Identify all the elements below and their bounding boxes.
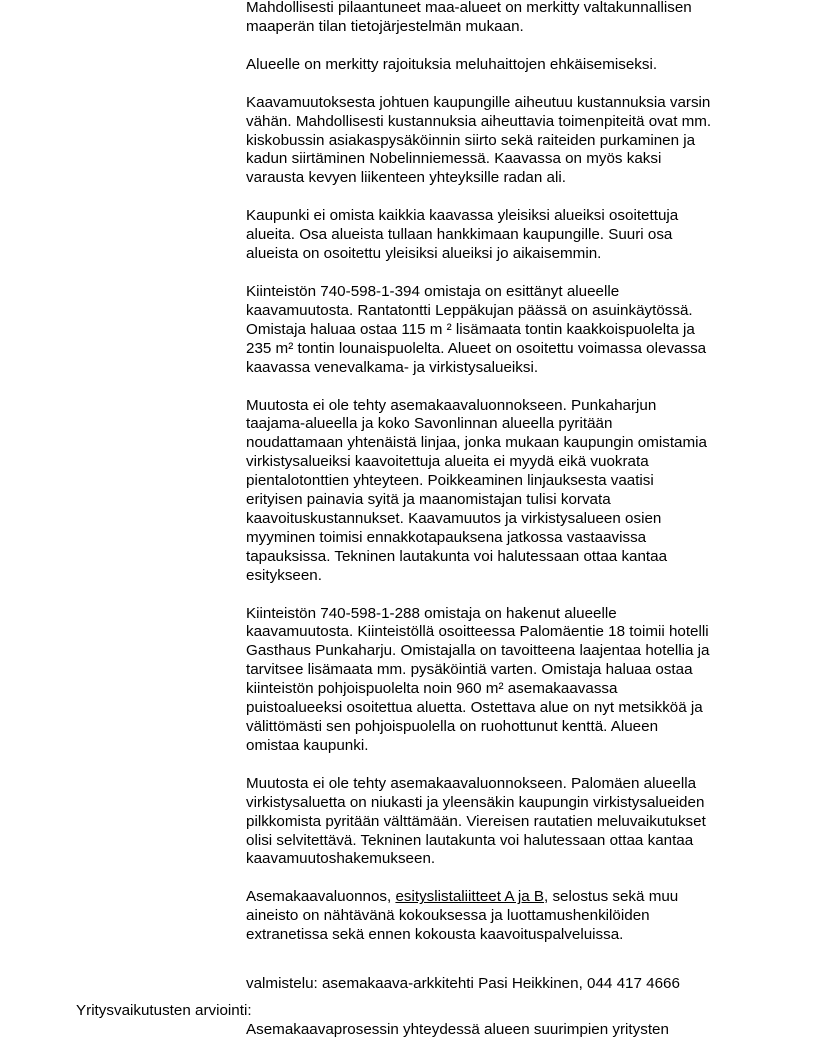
text-line: Kiinteistön 740-598-1-288 omistaja on hakenut alueelle: [246, 604, 617, 622]
text-line: Kaavamuutoksesta johtuen kaupungille aiheutuu kustannuksia varsin: [246, 93, 711, 111]
attachments-prefix-text: Asemakaavaluonnos,: [246, 888, 396, 906]
text-line: virkistysaluetta on niukasti ja yleensäkin kaupungin virkistysalueiden: [246, 793, 705, 811]
text-line: pilkkomista pyritään välttämään. Viereisen rautatien meluvaikutukset: [246, 812, 706, 830]
text-line: Asemakaavaprosessin yhteydessä alueen suurimpien yritysten: [246, 1021, 669, 1038]
text-line: noudattamaan yhtenäistä linjaa, jonka mukaan kaupungin omistamia: [246, 434, 707, 452]
paragraph-contaminated-land: [246, 0, 746, 37]
paragraph-attachments: [246, 888, 746, 945]
text-line: välittömästi sen pohjoispuolella on ruohottunut kenttä. Alueen: [246, 718, 659, 735]
text-line: Alueelle on merkitty rajoituksia meluhaittojen ehkäisemiseksi.: [246, 55, 658, 73]
text-line: Muutosta ei ole tehty asemakaavaluonnokseen. Punkaharjun: [246, 396, 657, 414]
text-line: erityisen painavia syitä ja maanomistajan tulisi korvata: [246, 491, 611, 509]
attachments-link[interactable]: esityslistaliitteet A ja B: [395, 888, 545, 906]
attachments-suffix-text: , selostus sekä muu: [544, 888, 679, 906]
text-line: esitykseen.: [246, 566, 322, 584]
text-line: puistoalueeksi osoitettua aluetta. Ostettava alue on nyt metsikköä ja: [246, 699, 703, 717]
text-line: kiskobussin asiakaspysäköinnin siirto sekä raiteiden purkaminen ja: [246, 131, 696, 149]
section-label-business-impact: Yritysvaikutusten arviointi:: [76, 1002, 252, 1019]
text-line: alueita. Osa alueista tullaan hankkimaan kaupungille. Suuri osa: [246, 226, 673, 244]
text-line: virkistysalueiksi kaavoitettuja alueita ei myydä eikä vuokrata: [246, 453, 649, 471]
text-line: varausta kevyen liikenteen yhteyksille radan ali.: [246, 169, 566, 187]
text-line: kaavamuutoshakemukseen.: [246, 850, 436, 868]
text-line: vähän. Mahdollisesti kustannuksia aiheuttavia toimenpiteitä ovat mm.: [246, 112, 712, 130]
text-line: myyminen toimisi ennakkotapauksena jatkossa vastaavissa: [246, 528, 647, 546]
text-line: maaperän tilan tietojärjestelmän mukaan.: [246, 17, 524, 35]
paragraph-property-394-response: [246, 397, 746, 586]
text-line: extranetissa sekä ennen kokousta kaavoituspalveluissa.: [246, 926, 624, 944]
text-line: pientalotonttien yhteyteen. Poikkeaminen linjauksesta vaatisi: [246, 472, 654, 490]
text-line: kaavamuutosta. Kiinteistöllä osoitteessa Palomäentie 18 toimii hotelli: [246, 623, 709, 641]
text-line: aineisto on nähtävänä kokouksessa ja luottamushenkilöiden: [246, 907, 650, 925]
text-line: tapauksissa. Tekninen lautakunta voi halutessaan ottaa kantaa: [246, 547, 668, 565]
text-line: alueista on osoitettu yleisiksi alueiksi jo aikaisemmin.: [246, 245, 602, 263]
text-line: kadun siirtäminen Nobelinniemessä. Kaavassa on myös kaksi: [246, 150, 662, 168]
paragraph-property-288-response: [246, 775, 746, 870]
paragraph-land-ownership: [246, 207, 746, 264]
text-line: 235 m² tontin lounaispuolelta. Alueet on osoitettu voimassa olevassa: [246, 339, 707, 357]
preparer-line: valmistelu: asemakaava-arkkitehti Pasi Heikkinen, 044 417 4666: [246, 975, 680, 992]
text-line: kaavassa venevalkama- ja virkistysalueiksi.: [246, 358, 539, 376]
text-line: Omistaja haluaa ostaa 115 m ² lisämaata tontin kaakkoispuolelta ja: [246, 320, 695, 338]
text-line: Kaupunki ei omista kaikkia kaavassa yleisiksi alueiksi osoitettuja: [246, 207, 679, 225]
paragraph-property-394-request: [246, 283, 746, 378]
text-line: olisi selvitettävä. Tekninen lautakunta voi halutessaan ottaa kantaa: [246, 831, 694, 849]
text-line: [246, 888, 746, 907]
text-line: Muutosta ei ole tehty asemakaavaluonnokseen. Palomäen alueella: [246, 774, 697, 792]
text-line: kaavamuutosta. Rantatontti Leppäkujan päässä on asuinkäytössä.: [246, 301, 693, 319]
text-line: kaavoituskustannukset. Kaavamuutos ja virkistysalueen osien: [246, 509, 662, 527]
text-line: Gasthaus Punkaharju. Omistajalla on tavoitteena laajentaa hotellia ja: [246, 642, 710, 660]
text-line: tarvitsee lisämaata mm. pysäköintiä varten. Omistaja haluaa ostaa: [246, 661, 693, 679]
text-line: Mahdollisesti pilaantuneet maa-alueet on merkitty valtakunnallisen: [246, 0, 692, 16]
paragraph-costs: [246, 94, 746, 189]
text-line: taajama-alueella ja koko Savonlinnan alueella pyritään: [246, 415, 613, 433]
text-line: kiinteistön pohjoispuolelta noin 960 m² asemakaavassa: [246, 680, 618, 698]
paragraph-property-288-request: [246, 605, 746, 756]
text-line: omistaa kaupunki.: [246, 736, 369, 754]
text-line: Kiinteistön 740-598-1-394 omistaja on esittänyt alueelle: [246, 282, 620, 300]
paragraph-noise-restrictions: [246, 56, 746, 75]
document-body: [246, 0, 746, 964]
